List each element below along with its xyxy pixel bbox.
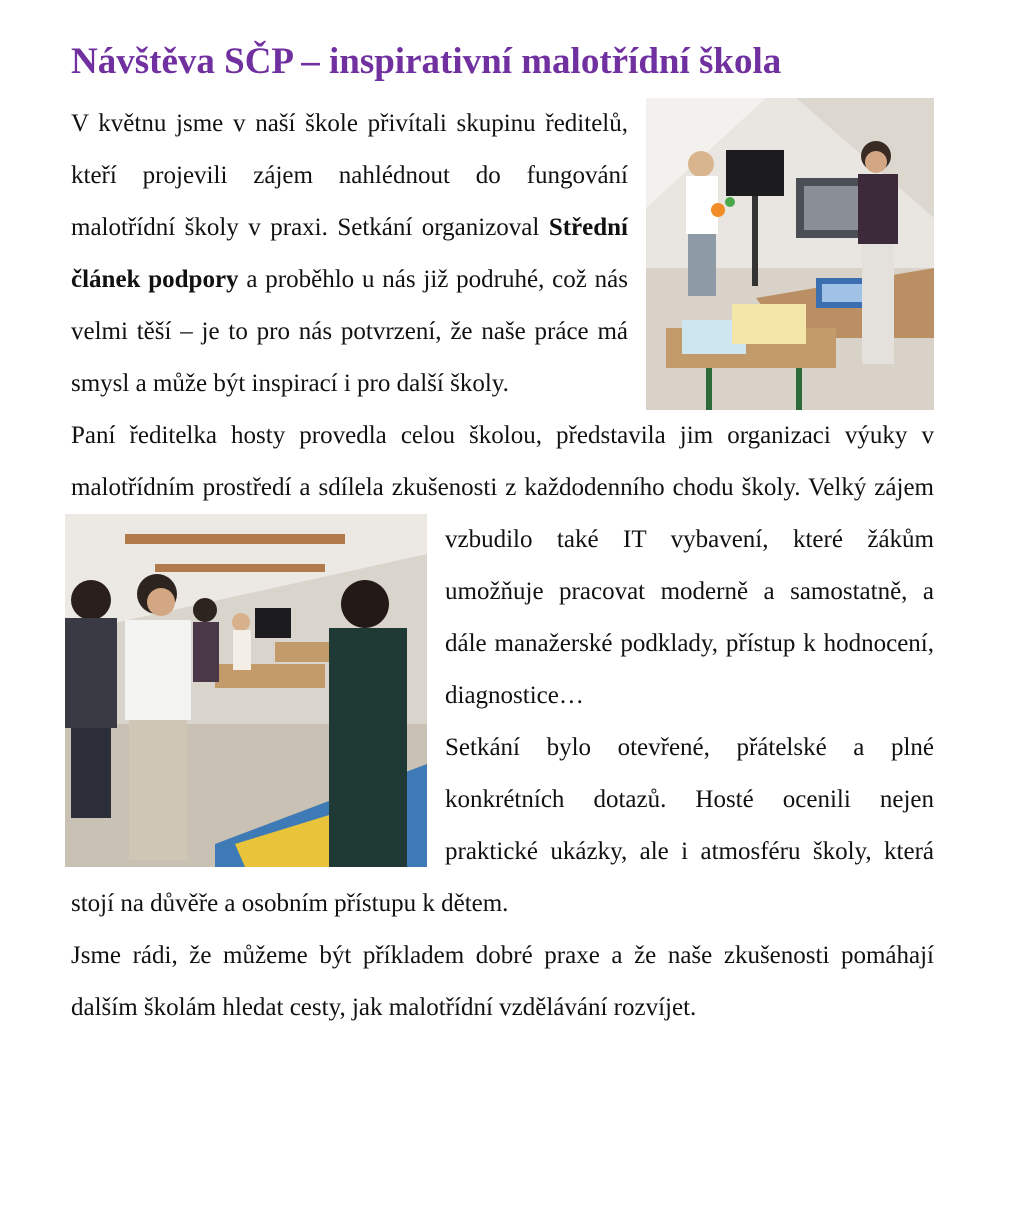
paragraph-tour <box>71 410 934 722</box>
photo-visit-room-image <box>65 514 427 867</box>
article <box>71 34 934 1034</box>
photo-visit-room <box>65 514 427 867</box>
paragraph-closing: Jsme rádi, že můžeme být příkladem dobré praxe a že naše zkušenosti pomáhají dalším školám hledat cesty, jak malotřídní vzdělávání rozvíjet. <box>71 942 934 1021</box>
paragraph-meeting: Setkání bylo otevřené, přátelské a plné konkrétních dotazů. Hosté ocenili nejen praktické ukázky, ale i atmosféru školy, která stojí na důvěře a osobním přístupu k dětem. <box>71 734 934 917</box>
organizer-name: Střední článek podpory <box>71 214 628 293</box>
paragraph-intro: V květnu jsme v naší škole přivítali skupinu ředitelů, kteří projevili zájem nahlédnout do fungování malotřídní školy v praxi. Setkání organizoval Střední článek podpory a proběhlo u nás již podruhé, což nás velmi těší – je to pro nás potvrzení, že naše práce má smysl a může být inspirací i pro další školy. <box>71 98 934 410</box>
article-title: Návštěva SČP – inspirativní malotřídní škola <box>71 41 782 82</box>
photo-visit-table-image <box>646 98 934 410</box>
paragraph-tour-text-continued: umožňuje pracovat moderně a samostatně, a dále manažerské podklady, přístup k hodnocení, diagnostice… <box>445 578 934 709</box>
photo-visit-table <box>646 98 934 410</box>
paragraph-tour-text: Paní ředitelka hosty provedla celou školou, představila jim organizaci výuky v malotřídním prostředí a sdílela zkušenosti z každodenního chodu školy. Velký zájem vzbudilo také IT vybavení, které žákům <box>71 422 934 553</box>
